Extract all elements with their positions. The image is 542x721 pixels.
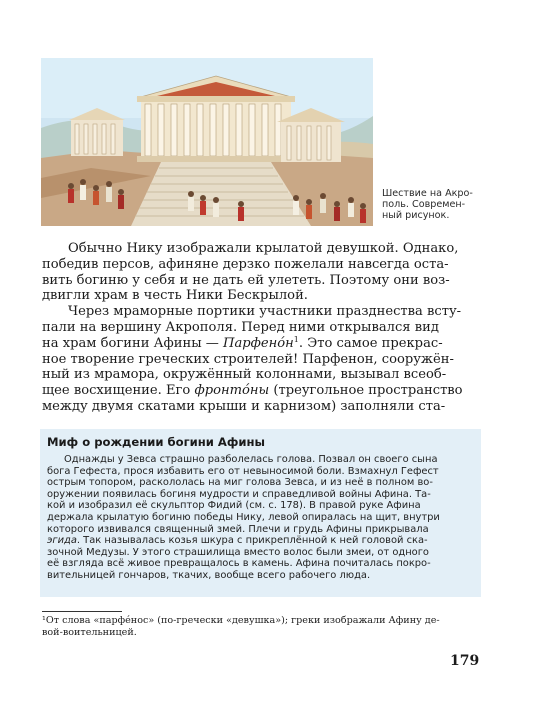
text-line: Обычно Нику изображали крылатой девушкой. Однако, xyxy=(68,241,459,256)
text-line: ное творение греческих строителей! Парфенон, сооружён- xyxy=(42,351,454,367)
myth-line: держала крылатую богиню победы Нику, левой опиралась на щит, внутри xyxy=(47,511,440,523)
myth-text xyxy=(47,454,475,582)
figure-caption xyxy=(382,188,502,221)
text-fragment: . Так называлась козья шкура с прикреплённой к ней головой ска- xyxy=(76,535,428,547)
footnote xyxy=(42,615,482,639)
myth-title: Миф о рождении богини Афины xyxy=(47,435,266,449)
text-line: вить богиню у себя и не дать ей улететь. Поэтому они воз- xyxy=(42,272,450,288)
footnote-line: ¹От слова «парфéнос» (по-гречески «девушка»); греки изображали Афину де- xyxy=(42,615,440,626)
term-parthenon: Парфенóн xyxy=(223,335,294,351)
text-line xyxy=(42,336,482,352)
myth-box xyxy=(40,429,481,597)
text-line: Через мраморные портики участники празднества всту- xyxy=(68,304,462,320)
text-fragment: щее восхищение. Его xyxy=(42,383,195,399)
text-line: ный из мрамора, окружённый колоннами, вызывал всеоб- xyxy=(42,367,447,383)
acropolis-illustration xyxy=(41,58,373,226)
myth-line: которого извивался священный змей. Плечи и грудь Афины прикрывала xyxy=(47,523,429,535)
term-aegis: эгида xyxy=(47,535,77,547)
text-line xyxy=(42,383,482,399)
myth-line: кой и изобразил её скульптор Фидий (см. с. 178). В правой руке Афина xyxy=(47,500,421,512)
main-text xyxy=(42,241,482,415)
page-number: 179 xyxy=(450,653,480,669)
myth-line: оружении появилась богиня мудрости и справедливой войны Афина. Та- xyxy=(47,488,431,500)
text-line: пали на вершину Акрополя. Перед ними открывался вид xyxy=(42,319,439,335)
caption-line: ный рисунок. xyxy=(382,210,450,221)
text-line: победив персов, афиняне дерзко пожелали навсегда оста- xyxy=(42,256,449,272)
term-pediments: фронтóны xyxy=(194,383,270,399)
myth-line: её взгляда всё живое превращалось в камень. Афина почиталась покро- xyxy=(47,558,431,570)
text-line: двигли храм в честь Ники Бескрылой. xyxy=(42,288,308,304)
footnote-divider xyxy=(42,611,122,612)
caption-line: Шествие на Акро- xyxy=(382,188,473,199)
footnote-marker: 1 xyxy=(293,335,299,344)
myth-line: зочной Медузы. У этого страшилища вместо волос были змеи, от одного xyxy=(47,546,429,558)
footnote-line: вой-воительницей. xyxy=(42,627,137,638)
myth-line xyxy=(47,535,475,547)
text-fragment: (треугольное пространство xyxy=(269,383,463,399)
myth-line: бога Гефеста, прося избавить его от невыносимой боли. Взмахнул Гефест xyxy=(47,465,439,477)
caption-line: поль. Современ- xyxy=(382,199,466,210)
text-line: между двумя скатами крыши и карнизом) заполняли ста- xyxy=(42,398,446,414)
text-fragment: на храм богини Афины — xyxy=(42,335,224,351)
myth-line: вительницей гончаров, ткачих, вообще всего рабочего люда. xyxy=(47,569,371,581)
myth-line: острым топором, раскололась на миг голова Зевса, и из неё в полном во- xyxy=(47,477,433,489)
myth-line: Однажды у Зевса страшно разболелась голова. Позвал он своего сына xyxy=(64,454,438,465)
text-fragment: . Это самое прекрас- xyxy=(298,335,443,351)
